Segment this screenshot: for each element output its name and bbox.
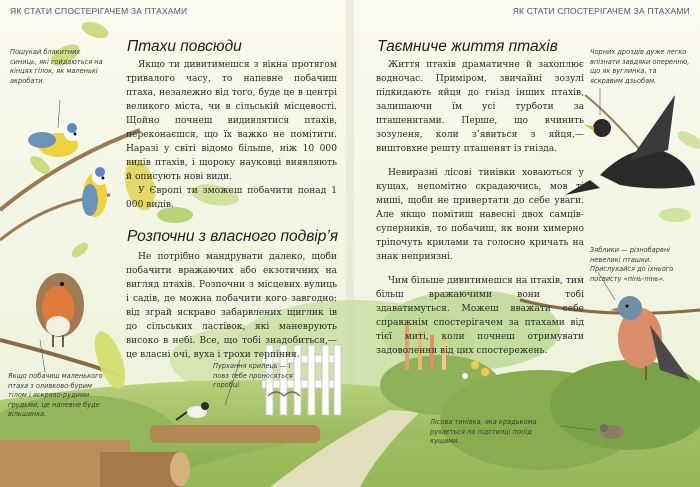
right-section1-body <box>376 58 584 358</box>
right-section1-paragraph: Чим більше дивитимешся на птахів, тим більш вражаючими вони тобі здаватимуться. Можеш вважати себе справжнім спостерігачем за птахами від тієї миті, коли почнеш отримувати задоволення від цих спостережень. <box>376 276 584 356</box>
right-page-header: ЯК СТАТИ СПОСТЕРІГАЧЕМ ЗА ПТАХАМИ <box>512 6 690 16</box>
right-section1-title: Таємниче життя птахів <box>377 38 558 55</box>
left-section1-paragraph: У Європі ти зможеш побачити понад 1 000 видів. <box>126 186 337 210</box>
sparrow-caption: Пурхання крилець — і повз тебе проносяться горобці. <box>213 362 293 389</box>
left-section2-paragraph: Не потрібно мандрувати далеко, щоби побачити вражаючих або екзотичних на вигляд птахів. Розпочни з місцевих вулиць і садів, де можна побачити кого завгодно: від зграй яскраво забарвлених щиглик ів до сільських ластівок, які маневрують високо в небі. Все, що тобі знадобиться,— це власні очі, вуха і трохи терпіння. <box>126 252 337 360</box>
left-section1-title: Птахи повсюди <box>127 38 242 55</box>
left-section1-body <box>126 58 337 212</box>
right-section1-paragraph: Життя птахів драматичне й захоплює водночас. Приміром, звичайні зозулі підкидають яйця до гнізд інших птахів, залишаючи їм усі турботи за пташенятами. Перше, що вчинить зозуленя, коли з’явиться з яйця,— виштовхне решту пташенят із гнізда. <box>376 60 584 154</box>
chaffinch-caption: Зяблики — різнобарвні невеликі пташки. Прислухайся до їхнього посвисту «пінь-пінь». <box>590 246 674 283</box>
dunnock-caption: Лісова тинівка, яка крадькома рухається по підстилці попід кущами. <box>430 418 537 445</box>
left-section2-body <box>126 250 337 362</box>
left-page-header: ЯК СТАТИ СПОСТЕРІГАЧЕМ ЗА ПТАХАМИ <box>10 6 188 16</box>
blue-tit-caption: Пошукай блакитних синиць, які гойдаються на кінцях гілок, як маленькі акробати. <box>10 48 103 85</box>
robin-caption: Якщо побачиш маленького птаха з оливково-бурим тілом і яскраво-рудими грудьми, це напевне буде вільшанка. <box>8 372 103 418</box>
blackbird-caption: Чорних дроздів дуже легко впізнати завдяки оперенню, що як вуглинка, та яскравим дзьобам. <box>590 48 690 85</box>
left-section1-paragraph: Якщо ти дивитимешся з вікна протягом тривалого часу, то напевне побачиш птаха, незалежно від того, буде це в центрі великого міста, чи в сільській місцевості. Щойно почнеш видивлятися птахів, переконаєшся, що їх важко не помітити. Наразі у світі відомо більше, ніж 10 000 видів птахів, і щороку науковці виявляють й описують нові види. <box>126 60 337 182</box>
right-section1-paragraph: Невиразні лісові тинівки ховаються у кущах, непомітно скрадаючись, мов ті миші, щоби не привертати до себе уваги. Але якщо помітиш навесні двох самців-суперників, то побачиш, як вони химерно тріпочуть крилами та голосно кричать на знак неприязні. <box>376 168 584 262</box>
left-section2-title: Розпочни з власного подвір’я <box>127 228 339 245</box>
